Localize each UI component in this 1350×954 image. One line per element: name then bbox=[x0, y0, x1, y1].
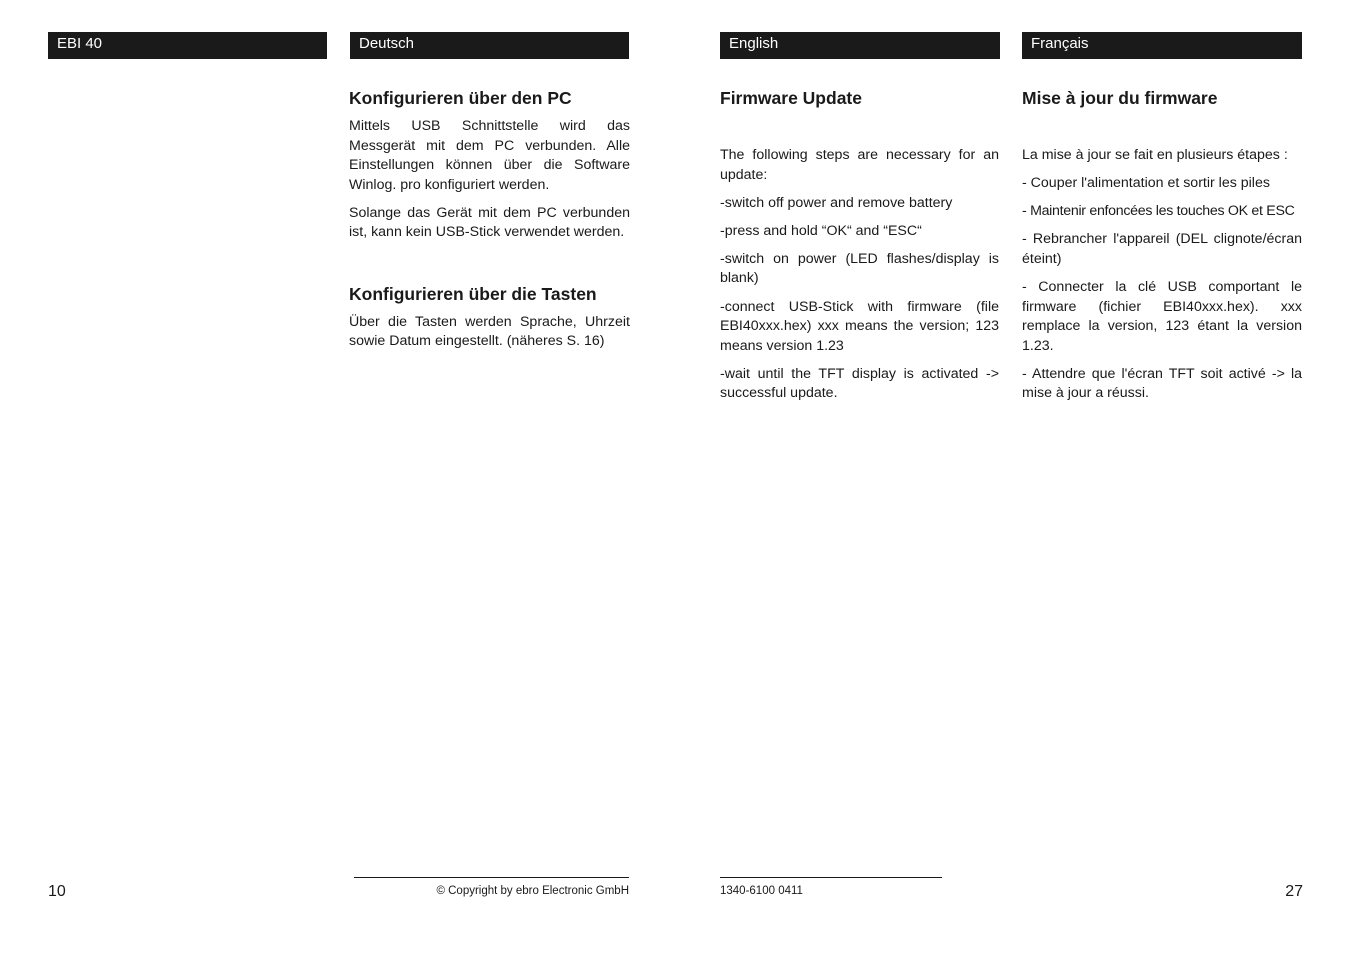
english-column bbox=[720, 87, 999, 413]
list-item: - Rebrancher l'appareil (DEL clignote/écran éteint) bbox=[1022, 231, 1302, 267]
francais-column bbox=[1022, 87, 1302, 413]
header-bar-francais bbox=[1022, 32, 1302, 59]
list-item: -switch off power and remove battery bbox=[720, 194, 953, 211]
section-title-pc-config: Konfigurieren über den PC bbox=[349, 88, 572, 108]
list-item: -wait until the TFT display is activated -> successful update. bbox=[720, 365, 999, 402]
paragraph-update-intro: The following steps are necessary for an update: bbox=[720, 147, 999, 183]
document-number-footer: 1340-6100 0411 bbox=[720, 885, 803, 897]
page-number-left: 10 bbox=[48, 883, 66, 900]
page-number-right: 27 bbox=[1285, 883, 1303, 900]
footer-rule-left bbox=[354, 877, 629, 878]
list-item: - Attendre que l'écran TFT soit activé -> la mise à jour a réussi. bbox=[1022, 365, 1302, 402]
header-model-label: EBI 40 bbox=[57, 35, 103, 52]
list-item: - Maintenir enfoncées les touches OK et ESC bbox=[1022, 203, 1295, 220]
list-item: -connect USB-Stick with firmware (file EBI40xxx.hex) xxx means the version; 123 means version 1.23 bbox=[720, 298, 999, 354]
header-bar-ebi40 bbox=[48, 32, 327, 59]
list-item: - Couper l'alimentation et sortir les piles bbox=[1022, 175, 1270, 192]
deutsch-column bbox=[349, 87, 630, 360]
language-label-english: English bbox=[729, 35, 779, 52]
list-item: -press and hold “OK“ and “ESC“ bbox=[720, 222, 922, 239]
copyright-footer: © Copyright by ebro Electronic GmbH bbox=[436, 885, 629, 897]
header-bar-english bbox=[720, 32, 1000, 59]
section-title-keys-config: Konfigurieren über die Tasten bbox=[349, 283, 597, 304]
list-item: - Connecter la clé USB comportant le firmware (fichier EBI40xxx.hex). xxx remplace la version, 123 étant la version 1.23. bbox=[1022, 278, 1302, 354]
header-bar-deutsch bbox=[350, 32, 629, 59]
paragraph-update-intro-fr: La mise à jour se fait en plusieurs étapes : bbox=[1022, 147, 1288, 163]
paragraph-usb-stick-note: Solange das Gerät mit dem PC verbunden ist, kann kein USB-Stick verwendet werden. bbox=[349, 204, 630, 241]
section-title-mise-a-jour: Mise à jour du firmware bbox=[1022, 88, 1218, 108]
language-label-deutsch: Deutsch bbox=[359, 35, 415, 52]
section-title-firmware-update: Firmware Update bbox=[720, 88, 862, 108]
language-label-francais: Français bbox=[1031, 35, 1089, 52]
paragraph-keys-settings: Über die Tasten werden Sprache, Uhrzeit sowie Datum eingestellt. (näheres S. 16) bbox=[349, 313, 630, 350]
paragraph-pc-connection: Mittels USB Schnittstelle wird das Messgerät mit dem PC verbunden. Alle Einstellungen können über die Software Winlog. pro konfiguriert werden. bbox=[349, 118, 630, 193]
footer-rule-right bbox=[720, 877, 942, 878]
list-item: -switch on power (LED flashes/display is blank) bbox=[720, 250, 999, 287]
